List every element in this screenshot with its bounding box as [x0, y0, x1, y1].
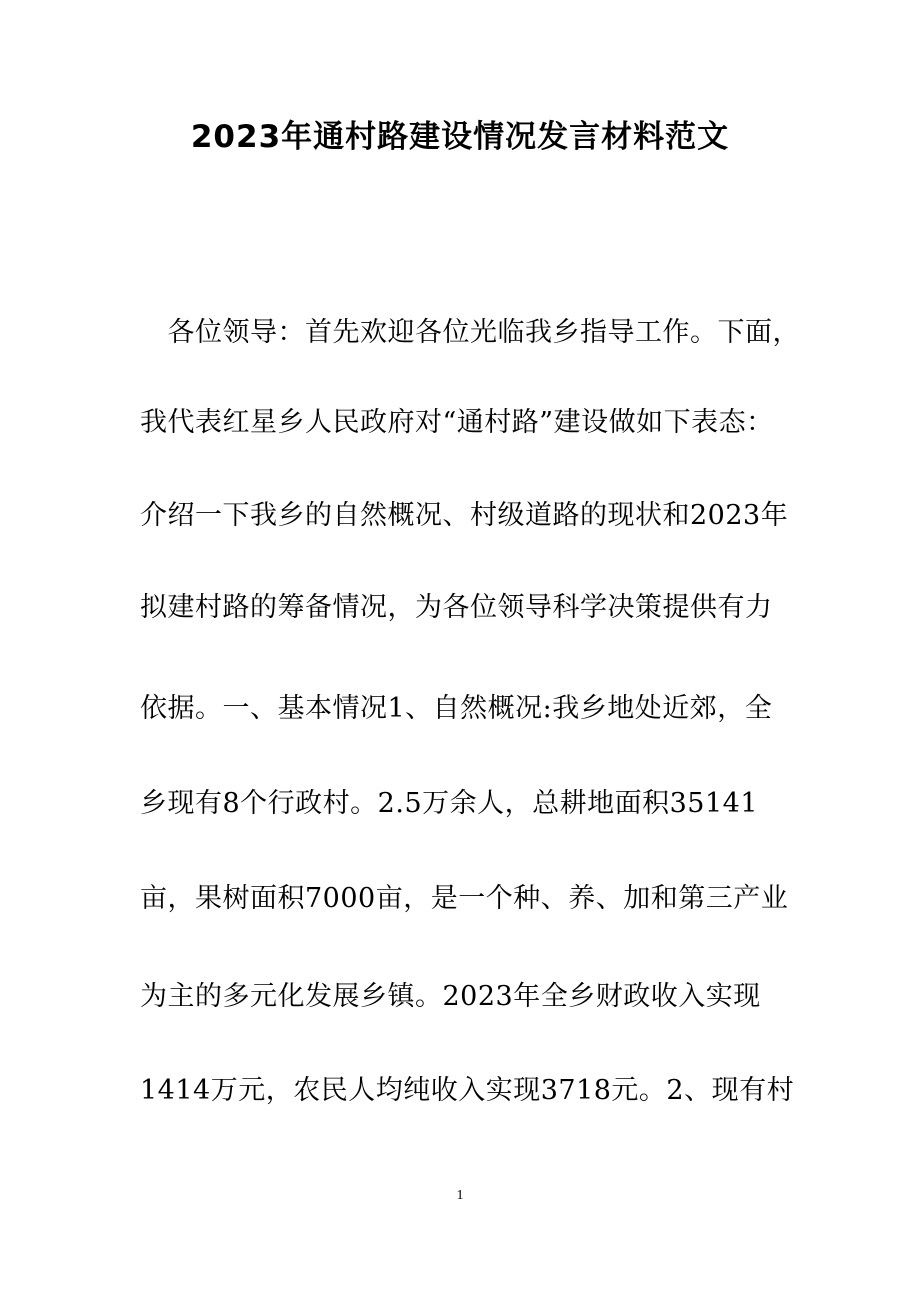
paragraph-line: 我代表红星乡人民政府对“通村路”建设做如下表态： — [140, 407, 774, 438]
paragraph-line: 1414万元，农民人均纯收入实现3718元。2、现有村 — [140, 1075, 795, 1106]
paragraph-line: 依据。一、基本情况1、自然概况:我乡地处近郊，全 — [140, 693, 773, 724]
page-title: 2023年通村路建设情况发言材料范文 — [190, 119, 730, 155]
paragraph-line: 乡现有8个行政村。2.5万余人，总耕地面积35141 — [140, 788, 759, 819]
paragraph-line: 亩，果树面积7000亩，是一个种、养、加和第三产业 — [140, 883, 789, 914]
paragraph-line: 介绍一下我乡的自然概况、村级道路的现状和2023年 — [140, 500, 789, 531]
paragraph-line: 为主的多元化发展乡镇。2023年全乡财政收入实现 — [140, 981, 761, 1012]
page-number: 1 — [456, 1188, 464, 1203]
paragraph-line: 拟建村路的筹备情况，为各位领导科学决策提供有力 — [140, 592, 773, 623]
paragraph-line: 各位领导：首先欢迎各位光临我乡指导工作。下面， — [140, 317, 800, 348]
